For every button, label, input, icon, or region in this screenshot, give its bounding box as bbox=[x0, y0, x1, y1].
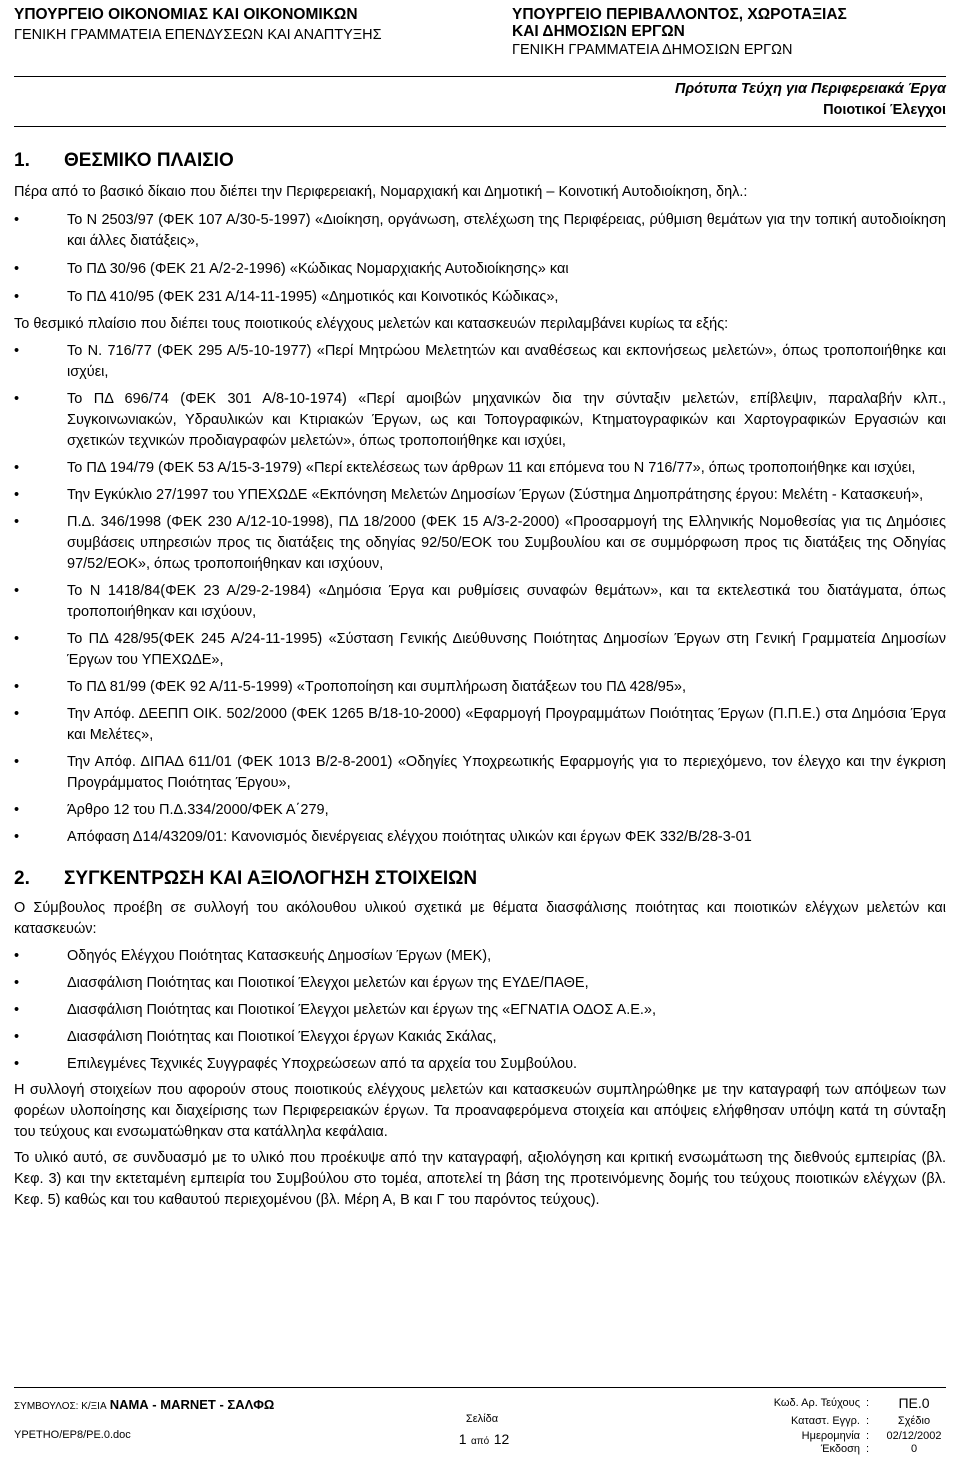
bullet-icon: • bbox=[14, 631, 20, 647]
list-item: • Την Απόφ. ΔΙΠΑΔ 611/01 (ΦΕΚ 1013 Β/2-8-2001) «Οδηγίες Υποχρεωτικής Εφαρμογής για το περιεχόμενο, τον έλεγχο και την έγκριση Προγράμματος Ποιότητας Έργου», bbox=[14, 754, 946, 791]
list-item: • Απόφαση Δ14/43209/01: Κανονισμός διενέργειας ελέγχου ποιότητας υλικών και έργων ΦΕΚ 332/Β/28-3-01 bbox=[14, 827, 946, 848]
meta-colon: : bbox=[866, 1430, 870, 1442]
section-1-list-1 bbox=[14, 210, 946, 308]
bullet-icon: • bbox=[14, 679, 20, 695]
document-body bbox=[14, 148, 946, 1211]
section-2-heading bbox=[14, 866, 946, 892]
ministry-right-subtitle: ΓΕΝΙΚΗ ΓΡΑΜΜΑΤΕΙΑ ΔΗΜΟΣΙΩΝ ΕΡΓΩΝ bbox=[512, 42, 793, 58]
header-divider bbox=[14, 76, 946, 77]
list-item: • Διασφάλιση Ποιότητας και Ποιοτικοί Έλεγχοι έργων Κακιάς Σκάλας, bbox=[14, 1027, 946, 1048]
section-1-intro: Πέρα από το βασικό δίκαιο που διέπει την Περιφερειακή, Νομαρχιακή και Δημοτική – Κοινοτική Αυτοδιοίκηση, δηλ.: bbox=[14, 184, 748, 200]
footer-divider bbox=[14, 1387, 946, 1388]
bullet-icon: • bbox=[14, 460, 20, 476]
meta-label: Καταστ. Εγγρ. bbox=[790, 1415, 860, 1427]
section-1-heading bbox=[14, 148, 946, 174]
section-2-number: 2. bbox=[14, 868, 30, 889]
document-title-block bbox=[675, 79, 946, 121]
list-item: • Διασφάλιση Ποιότητας και Ποιοτικοί Έλεγχοι μελετών και έργων της «ΕΓΝΑΤΙΑ ΟΔΟΣ Α.Ε.», bbox=[14, 1000, 946, 1021]
meta-label: Ημερομηνία bbox=[801, 1430, 860, 1442]
list-item: • Επιλεγμένες Τεχνικές Συγγραφές Υποχρεώσεων από τα αρχεία του Συμβούλου. bbox=[14, 1054, 946, 1075]
list-item: • Άρθρο 12 του Π.Δ.334/2000/ΦΕΚ Α΄279, bbox=[14, 800, 946, 821]
list-item: • Το ΠΔ 696/74 (ΦΕΚ 301 Α/8-10-1974) «Περί αμοιβών μηχανικών δια την σύνταξιν μελετών, επίβλεψιν, παραλαβήν κλπ., Συγκοινωνιακών, Υδραυλικών και Κτιριακών Έργων, ως και Τοπογραφικών, Κτηματογραφικών και Χαρτογραφικών Εργασιών και σχετικών τεχνικών προδιαγραφών μελετών», όπως τροποποιήθηκε και ισχύει, bbox=[14, 391, 946, 449]
section-1-framework: Το θεσμικό πλαίσιο που διέπει τους ποιοτικούς ελέγχους μελετών και κατασκευών περιλαμβάνει κυρίως τα εξής: bbox=[14, 316, 729, 332]
bullet-icon: • bbox=[14, 487, 20, 503]
list-item: • Την Απόφ. ΔΕΕΠΠ ΟΙΚ. 502/2000 (ΦΕΚ 1265 Β/18-10-2000) «Εφαρμογή Προγραμμάτων Ποιότητας Έργων (Π.Π.Ε.) στα Δημόσια Έργα και Μελέτες», bbox=[14, 706, 946, 743]
bullet-icon: • bbox=[14, 1056, 20, 1072]
page-footer bbox=[14, 1387, 946, 1455]
list-item: • Το Ν. 716/77 (ΦΕΚ 295 Α/5-10-1977) «Περί Μητρώου Μελετητών και αναθέσεως και εκπονήσεως μελετών», όπως τροποποιήθηκε και ισχύει, bbox=[14, 343, 946, 380]
meta-colon: : bbox=[866, 1397, 870, 1409]
page-number: 1 από 12 bbox=[458, 1431, 510, 1447]
bullet-icon: • bbox=[14, 975, 20, 991]
ministry-left-subtitle: ΓΕΝΙΚΗ ΓΡΑΜΜΑΤΕΙΑ ΕΠΕΝΔΥΣΕΩΝ ΚΑΙ ΑΝΑΠΤΥΞΗΣ bbox=[14, 27, 382, 43]
ministry-right bbox=[512, 6, 847, 59]
header-bottom-divider bbox=[14, 126, 946, 127]
section-1-number: 1. bbox=[14, 150, 30, 171]
bullet-icon: • bbox=[14, 706, 20, 722]
consultant-label: ΣΥΜΒΟΥΛΟΣ: Κ/ΞΙΑ bbox=[14, 1401, 107, 1412]
section-2-title: ΣΥΓΚΕΝΤΡΩΣΗ ΚΑΙ ΑΞΙΟΛΟΓΗΣΗ ΣΤΟΙΧΕΙΩΝ bbox=[64, 868, 478, 889]
document-subtitle: Ποιοτικοί Έλεγχοι bbox=[823, 102, 946, 118]
bullet-icon: • bbox=[14, 802, 20, 818]
bullet-icon: • bbox=[14, 343, 20, 359]
meta-value: ΠΕ.0 bbox=[898, 1395, 930, 1411]
bullet-icon: • bbox=[14, 583, 20, 599]
ministry-right-title-1: ΥΠΟΥΡΓΕΙΟ ΠΕΡΙΒΑΛΛΟΝΤΟΣ, ΧΩΡΟΤΑΞΙΑΣ bbox=[512, 6, 847, 23]
list-item: • Το Ν 2503/97 (ΦΕΚ 107 Α/30-5-1997) «Διοίκηση, οργάνωση, στελέχωση της Περιφέρειας, ρύθμιση θεμάτων για την τοπική αυτοδιοίκηση και άλλες διατάξεις», bbox=[14, 212, 946, 249]
ministry-left bbox=[14, 6, 382, 44]
list-item: • Το ΠΔ 194/79 (ΦΕΚ 53 Α/15-3-1979) «Περί εκτελέσεως των άρθρων 11 και επόμενα του Ν 716/77», όπως τροποποιήθηκε και ισχύει, bbox=[14, 458, 946, 479]
list-item: • Π.Δ. 346/1998 (ΦΕΚ 230 Α/12-10-1998), ΠΔ 18/2000 (ΦΕΚ 15 Α/3-2-2000) «Προσαρμογή της Ελληνικής Νομοθεσίας για τις Δημόσιες συμβάσεις υπηρεσιών προς τις διατάξεις της οδηγίας 92/50/ΕΟΚ του Συμβουλίου και σε συμμόρφωση προς τις διατάξεις της Οδηγίας 97/52/ΕΟΚ», όπως τροποποιήθηκαν και ισχύουν, bbox=[14, 514, 946, 572]
ministry-left-title: ΥΠΟΥΡΓΕΙΟ ΟΙΚΟΝΟΜΙΑΣ ΚΑΙ ΟΙΚΟΝΟΜΙΚΩΝ bbox=[14, 6, 358, 23]
meta-label: Έκδοση bbox=[820, 1443, 860, 1455]
bullet-icon: • bbox=[14, 1029, 20, 1045]
file-name: ΥΡΕΤΗΟ/ΕΡ8/ΡΕ.0.doc bbox=[14, 1429, 131, 1441]
ministry-right-title-2: ΚΑΙ ΔΗΜΟΣΙΩΝ ΕΡΓΩΝ bbox=[512, 23, 685, 40]
bullet-icon: • bbox=[14, 948, 20, 964]
list-item: • Το ΠΔ 410/95 (ΦΕΚ 231 Α/14-11-1995) «Δημοτικός και Κοινοτικός Κώδικας», bbox=[14, 287, 946, 308]
meta-colon: : bbox=[866, 1443, 870, 1455]
list-item: • Το Ν 1418/84(ΦΕΚ 23 Α/29-2-1984) «Δημόσια Έργα και ρυθμίσεις συναφών θεμάτων», και τα εκτελεστικά του διατάγματα, όπως τροποποιήθηκαν και ισχύουν, bbox=[14, 583, 946, 620]
section-1-list-2 bbox=[14, 341, 946, 848]
document-title: Πρότυπα Τεύχη για Περιφερειακά Έργα bbox=[674, 81, 946, 97]
section-2-paragraph-1: Η συλλογή στοιχείων που αφορούν στους ποιοτικούς ελέγχους μελετών και κατασκευών συμπληρώθηκε με την καταγραφή των απόψεων των φορέων υλοποίησης και διαχείρισης των Περιφερειακών έργων. Τα προαναφερόμενα στοιχεία και απόψεις ελήφθησαν υπόψη κατά τη σύνταξη του τεύχους και ενσωματώθηκαν στα κατάλληλα κεφάλαια. bbox=[14, 1082, 946, 1140]
section-2-intro: Ο Σύμβουλος προέβη σε συλλογή του ακόλουθου υλικού σχετικά με θέματα διασφάλισης ποιότητας και ποιοτικών ελέγχων μελετών και κατασκευών: bbox=[14, 900, 946, 937]
consultant-block bbox=[14, 1398, 274, 1413]
list-item: • Την Εγκύκλιο 27/1997 του ΥΠΕΧΩΔΕ «Εκπόνηση Μελετών Δημοσίων Έργων (Σύστημα Δημοπράτησης έργου: Μελέτη - Κατασκευή», bbox=[14, 485, 946, 506]
list-item: • Το ΠΔ 428/95(ΦΕΚ 245 Α/24-11-1995) «Σύσταση Γενικής Διεύθυνσης Ποιότητας Δημοσίων Έργων στη Γενική Γραμματεία Δημοσίων Έργων του ΥΠΕΧΩΔΕ», bbox=[14, 631, 946, 668]
meta-value: Σχέδιο bbox=[897, 1415, 931, 1427]
meta-label: Κωδ. Αρ. Τεύχους bbox=[773, 1397, 860, 1409]
meta-value: 02/12/2002 bbox=[886, 1430, 942, 1442]
bullet-icon: • bbox=[14, 514, 20, 530]
bullet-icon: • bbox=[14, 261, 20, 277]
section-2-list bbox=[14, 946, 946, 1075]
section-1-title: ΘΕΣΜΙΚΟ ΠΛΑΙΣΙΟ bbox=[64, 150, 234, 171]
page-header bbox=[0, 0, 960, 130]
section-2-paragraph-2: Το υλικό αυτό, σε συνδυασμό με το υλικό που προέκυψε από την καταγραφή, αξιολόγηση και κριτική ενσωμάτωση της διεθνούς εμπειρίας (βλ. Κεφ. 3) και την εκτεταμένη εμπειρία του Συμβούλου στο τομέα, αποτελεί τη βάση της προτεινόμενης δομής του τεύχους ποιοτικών ελέγχων (βλ. Κεφ. 5) καθώς και του καθαυτού περιεχομένου (βλ. Μέρη Α, Β και Γ του παρόντος τεύχους). bbox=[14, 1150, 946, 1208]
page-label: Σελίδα bbox=[465, 1413, 499, 1425]
list-item: • Οδηγός Ελέγχου Ποιότητας Κατασκευής Δημοσίων Έργων (ΜΕΚ), bbox=[14, 946, 946, 967]
consultant-name: ΝΑΜΑ - MARNET - ΣΑΛΦΩ bbox=[109, 1397, 275, 1412]
meta-value: 0 bbox=[910, 1443, 918, 1455]
bullet-icon: • bbox=[14, 754, 20, 770]
bullet-icon: • bbox=[14, 289, 20, 305]
bullet-icon: • bbox=[14, 1002, 20, 1018]
bullet-icon: • bbox=[14, 212, 20, 228]
bullet-icon: • bbox=[14, 829, 20, 845]
meta-colon: : bbox=[866, 1415, 870, 1427]
list-item: • Το ΠΔ 30/96 (ΦΕΚ 21 Α/2-2-1996) «Κώδικας Νομαρχιακής Αυτοδιοίκησης» και bbox=[14, 259, 946, 280]
bullet-icon: • bbox=[14, 391, 20, 407]
list-item: • Το ΠΔ 81/99 (ΦΕΚ 92 Α/11-5-1999) «Τροποποίηση και συμπλήρωση διατάξεων του ΠΔ 428/95», bbox=[14, 677, 946, 698]
list-item: • Διασφάλιση Ποιότητας και Ποιοτικοί Έλεγχοι μελετών και έργων της ΕΥΔΕ/ΠΑΘΕ, bbox=[14, 973, 946, 994]
